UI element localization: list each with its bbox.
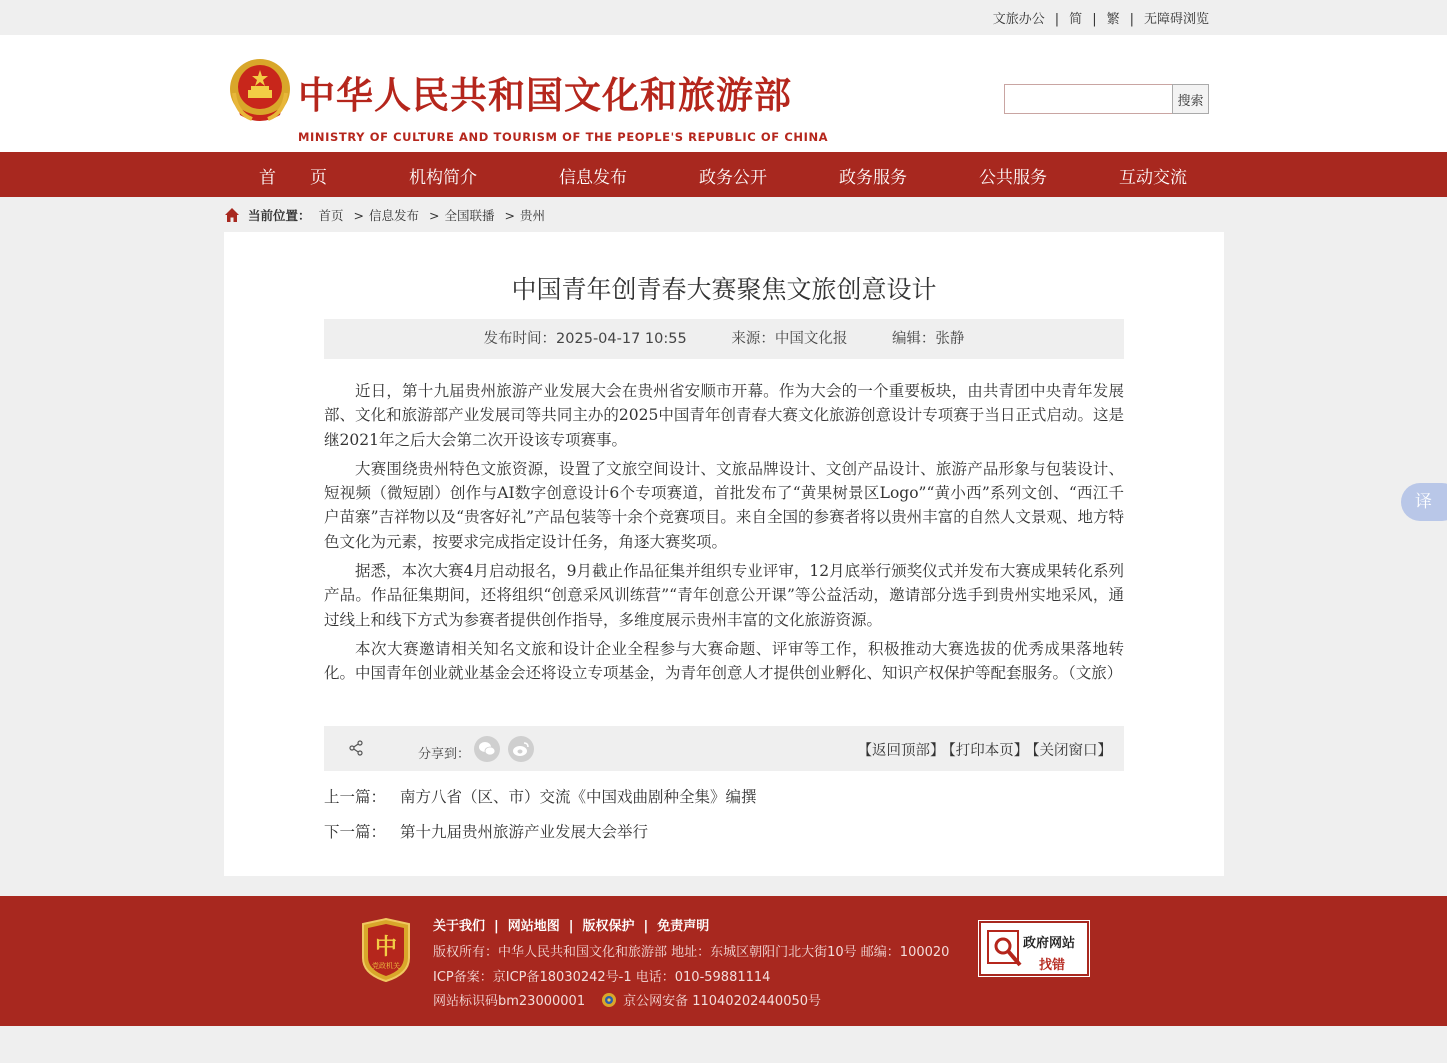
site-footer: [0, 896, 1447, 1026]
breadcrumb-guizhou[interactable]: 贵州: [520, 208, 546, 223]
nav-interaction[interactable]: 互动交流: [1119, 168, 1187, 188]
separator: |: [1054, 12, 1060, 27]
article-paragraph: 据悉，本次大赛4月启动报名，9月截止作品征集并组织专业评审，12月底举行颁奖仪式并发布大赛成果转化系列产品。作品征集期间，还将组织“创意采风训练营”“青年创意公开课”等公益活动，邀请部分选手到贵州实地采风，通过线上和线下方式为参赛者提供创作指导，多维度展示贵州丰富的文化旅游资源。: [324, 562, 1124, 629]
svg-text:党政机关: 党政机关: [372, 962, 400, 970]
site-title-en: MINISTRY OF CULTURE AND TOURISM OF THE PEOPLE'S REPUBLIC OF CHINA: [298, 130, 829, 144]
weibo-icon: [512, 741, 530, 757]
home-icon: [224, 207, 240, 223]
next-article-link[interactable]: 第十九届贵州旅游产业发展大会举行: [400, 823, 649, 841]
separator: |: [494, 919, 499, 934]
gov-error-text-2: 找错: [1039, 958, 1066, 973]
breadcrumb-label: 当前位置：: [248, 208, 311, 223]
footer-ids: [433, 990, 821, 1009]
nav-public-services[interactable]: 公共服务: [979, 168, 1047, 188]
top-link-office[interactable]: 文旅办公: [992, 12, 1045, 27]
footer-link-about[interactable]: 关于我们: [433, 919, 486, 934]
back-to-top-link[interactable]: 【返回顶部】: [857, 743, 945, 759]
footer-icp: ICP备案：京ICP备18030242号-1 电话：010-59881114: [433, 970, 771, 985]
footer-link-disclaimer[interactable]: 免责声明: [657, 919, 710, 934]
next-article: [324, 820, 648, 842]
next-label: 下一篇：: [324, 823, 387, 841]
site-title-cn: 中华人民共和国文化和旅游部: [298, 74, 792, 117]
share-bar: [324, 726, 1124, 771]
prev-article: [324, 785, 757, 807]
top-link-simplified[interactable]: 简: [1069, 12, 1083, 27]
separator: |: [568, 919, 574, 934]
nav-news[interactable]: 信息发布: [559, 168, 627, 188]
gov-site-error-button[interactable]: [979, 921, 1089, 976]
article-card: [224, 232, 1224, 876]
article-editor: 编辑：张静: [891, 331, 965, 347]
police-badge-icon: [601, 992, 617, 1008]
svg-text:中: 中: [374, 935, 398, 960]
article-paragraph: 大赛围绕贵州特色文旅资源，设置了文旅空间设计、文旅品牌设计、文创产品设计、旅游产品形象与包装设计、短视频（微短剧）创作与AI数字创意设计6个专项赛道，首批发布了“黄果树景区Logo”“黄小西”系列文创、“西江千户苗寨”吉祥物以及“贵客好礼”产品包装等十余个竞赛项目。来自全国的参赛者将以贵州丰富的自然人文景观、地方特色文化为元素，按要求完成指定设计任务，角逐大赛奖项。: [324, 459, 1124, 551]
footer-link-copyright[interactable]: 版权保护: [582, 919, 635, 934]
article-source: 来源：中国文化报: [731, 331, 848, 347]
breadcrumb-home[interactable]: 首页: [318, 208, 344, 223]
nav-gov-services[interactable]: 政务服务: [839, 168, 907, 188]
wechat-share-button[interactable]: [474, 736, 500, 762]
search-input[interactable]: [1004, 84, 1173, 114]
article-body: [324, 379, 1124, 691]
prev-article-link[interactable]: 南方八省（区、市）交流《中国戏曲剧种全集》编撰: [400, 788, 757, 806]
breadcrumb-sep: >: [429, 207, 440, 223]
search-box: [1004, 84, 1209, 114]
separator: |: [1092, 12, 1097, 27]
footer-links: [433, 915, 709, 934]
main-nav: [0, 152, 1447, 197]
top-links: [993, 8, 1209, 27]
prev-label: 上一篇：: [324, 788, 387, 806]
site-id: 网站标识码bm23000001: [433, 994, 586, 1009]
footer-link-sitemap[interactable]: 网站地图: [507, 919, 560, 934]
magnifier-icon: [987, 930, 1023, 968]
nav-home[interactable]: 首 页: [259, 168, 327, 188]
site-header: [0, 35, 1447, 152]
wechat-icon: [478, 741, 496, 757]
nav-gov-affairs[interactable]: 政务公开: [699, 168, 767, 188]
top-bar: [0, 0, 1447, 35]
top-link-accessibility[interactable]: 无障碍浏览: [1143, 12, 1209, 27]
police-record-link[interactable]: 京公网安备 11040202440050号: [623, 994, 822, 1009]
breadcrumb: [224, 206, 547, 224]
site-logo[interactable]: [228, 57, 829, 144]
page-tools: [854, 739, 1113, 760]
national-emblem-icon: [228, 57, 292, 125]
article-title: 中国青年创青春大赛聚焦文旅创意设计: [511, 275, 937, 304]
top-link-traditional[interactable]: 繁: [1106, 12, 1120, 27]
breadcrumb-sep: >: [353, 207, 365, 223]
nav-about[interactable]: 机构简介: [409, 168, 477, 188]
article-meta: [324, 319, 1124, 359]
publish-time: 发布时间：2025-04-17 10:55: [483, 331, 687, 347]
translate-button[interactable]: 译: [1401, 483, 1447, 521]
close-window-link[interactable]: 【关闭窗口】: [1032, 743, 1112, 759]
article-paragraph: 近日，第十九届贵州旅游产业发展大会在贵州省安顺市开幕。作为大会的一个重要板块，由共青团中央青年发展部、文化和旅游部产业发展司等共同主办的2025中国青年创青春大赛文化旅游创意设计专项赛于当日正式启动。这是继2021年之后大会第二次开设该专项赛事。: [324, 382, 1124, 449]
party-gov-badge-icon[interactable]: [359, 918, 413, 982]
gov-error-text-1: 政府网站: [1023, 936, 1076, 951]
print-link[interactable]: 【打印本页】: [948, 743, 1029, 759]
breadcrumb-sep: >: [504, 207, 516, 223]
footer-copyright: 版权所有：中华人民共和国文化和旅游部 地址：东城区朝阳门北大街10号 邮编：100020: [433, 945, 950, 960]
weibo-share-button[interactable]: [508, 736, 534, 762]
article-paragraph: 本次大赛邀请相关知名文旅和设计企业全程参与大赛命题、评审等工作，积极推动大赛选拔的优秀成果落地转化。中国青年创业就业基金会还将设立专项基金，为青年创意人才提供创业孵化、知识产权保护等配套服务。（文旅）: [324, 639, 1124, 683]
breadcrumb-national[interactable]: 全国联播: [444, 208, 495, 223]
separator: |: [643, 919, 649, 934]
share-icon: [348, 740, 364, 756]
breadcrumb-news[interactable]: 信息发布: [369, 208, 420, 223]
separator: |: [1129, 12, 1134, 27]
share-label: 分享到：: [418, 747, 471, 762]
search-button[interactable]: 搜索: [1172, 84, 1209, 114]
